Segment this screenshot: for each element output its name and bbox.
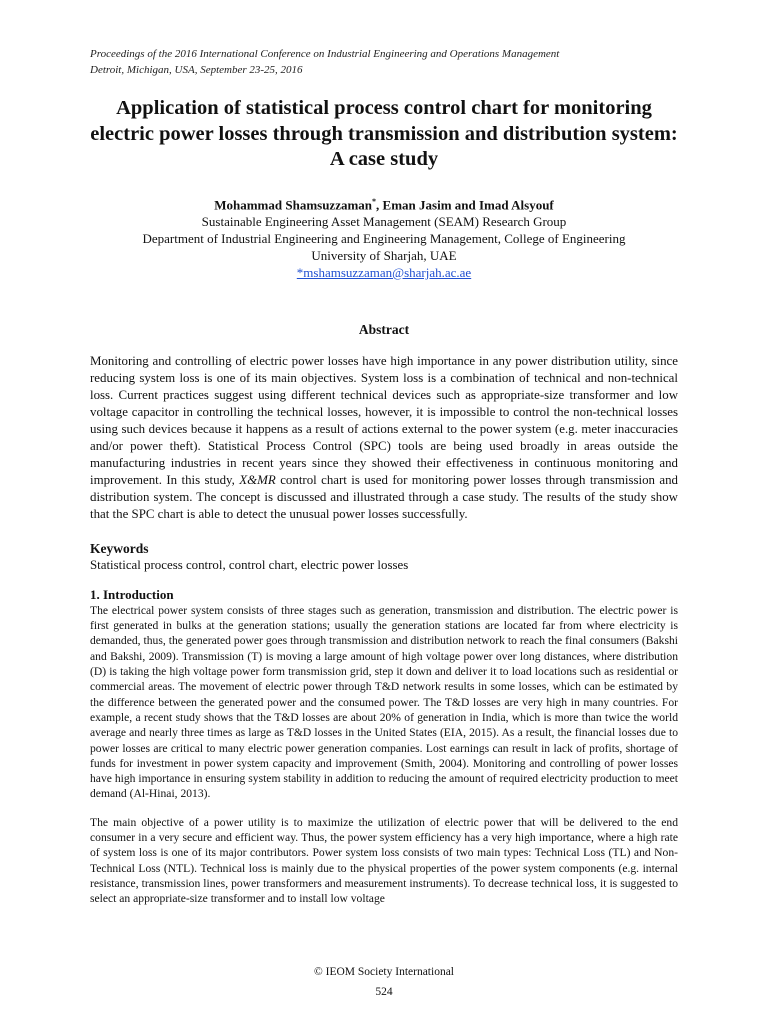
author-list <box>90 193 678 213</box>
abstract-text-before: Monitoring and controlling of electric power losses have high importance in any power distribution utility, since reducing system loss is one of its main objectives. System loss is a combination of technical and non-technical loss. Current practices suggest using different technical devices such as appropriate-size transformer and low voltage capacitor in controlling the technical losses, however, it is impossible to control the non-technical losses using such devices because it happens as a result of actions external to the power system (e.g. meter inaccuracies and/or power theft). Statistical Process Control (SPC) tools are being used broadly in areas outside the manufacturing industries in recent years since they showed their effectiveness in continuous monitoring and improvement. In this study, <box>90 353 678 487</box>
footer-copyright: © IEOM Society International <box>314 966 454 978</box>
affiliation-line-1: Sustainable Engineering Asset Management (SEAM) Research Group <box>201 213 567 229</box>
email-link[interactable]: *mshamsuzzaman@sharjah.ac.ae <box>296 264 472 280</box>
proceedings-line-2: Detroit, Michigan, USA, September 23-25, 2016 <box>90 64 303 76</box>
affiliation-line-3: University of Sharjah, UAE <box>311 247 457 263</box>
page-number: 524 <box>375 986 393 998</box>
author-first: Mohammad Shamsuzzaman <box>214 196 373 212</box>
affiliation-line-2: Department of Industrial Engineering and Engineering Management, College of Engineering <box>142 230 626 246</box>
abstract-text-italic: X&MR <box>239 472 276 487</box>
paper-title: Application of statistical process control chart for monitoring electric power losses through transmission and distribution system: A case study <box>90 97 678 170</box>
introduction-paragraph-2: The main objective of a power utility is to maximize the utilization of electric power that will be delivered to the end consumer in a very secure and efficient way. Thus, the power system efficiency has a very high importance, where a high rate of system loss is one of its major contributors. Power system loss consists of two main types: Technical Loss (TL) and Non-Technical Loss (NTL). Technical loss is mainly due to the physical properties of the power system components (e.g. internal resistance, transmission lines, power transformers and measurement instruments). To decrease technical loss, it is suggested to select an appropriate-size transformer and to install low voltage <box>90 815 678 906</box>
proceedings-line-1: Proceedings of the 2016 International Conference on Industrial Engineering and Operations Management <box>90 48 560 60</box>
abstract-text <box>90 353 678 523</box>
keywords-heading: Keywords <box>90 540 149 556</box>
proceedings-header <box>90 46 678 78</box>
abstract-heading: Abstract <box>358 321 410 337</box>
corresponding-mark: * <box>372 196 377 206</box>
keywords-text: Statistical process control, control chart, electric power losses <box>90 557 409 572</box>
introduction-paragraph-1: The electrical power system consists of three stages such as generation, transmission and distribution. The electric power is first generated in bulks at the generation stations; usually the generation stations are located far from where electricity is demanded, thus, the generated power goes through transmission and distribution network to reach the final consumers (Bakshi and Bakshi, 2009). Transmission (T) is moving a large amount of high voltage power over long distances, where distribution (D) is taking the high voltage power form transmission grid, step it down and deliver it to load locations such as residential or commercial areas. The movement of electric power through T&D network results in some losses, which can be estimated by the difference between the generated power and the consumed power. The T&D losses are very high in many countries. For example, a recent study shows that the T&D losses are about 20% of generation in India, which is more than twice the world average and nearly three times as large as T&D losses in the United States (EIA, 2015). As a result, the financial losses due to power losses are critical to many electric power generation companies. Lost earnings can result in lack of profits, shortage of funds for investment in power system capacity and improvement (Smith, 2004). Monitoring and controlling of power losses have high importance in ensuring system stability in addition to reducing the amount of required electricity production to meet demand (Al-Hinai, 2013). <box>90 603 678 801</box>
author-rest: , Eman Jasim and Imad Alsyouf <box>376 196 554 212</box>
email-line <box>90 264 678 281</box>
introduction-heading: 1. Introduction <box>90 586 174 602</box>
abstract-text-after: control chart is used for monitoring power losses through transmission and distribution system. The concept is discussed and illustrated through a case study. The results of the study show that the SPC chart is able to detect the unusual power losses successfully. <box>90 472 679 521</box>
page-footer <box>0 962 768 1002</box>
